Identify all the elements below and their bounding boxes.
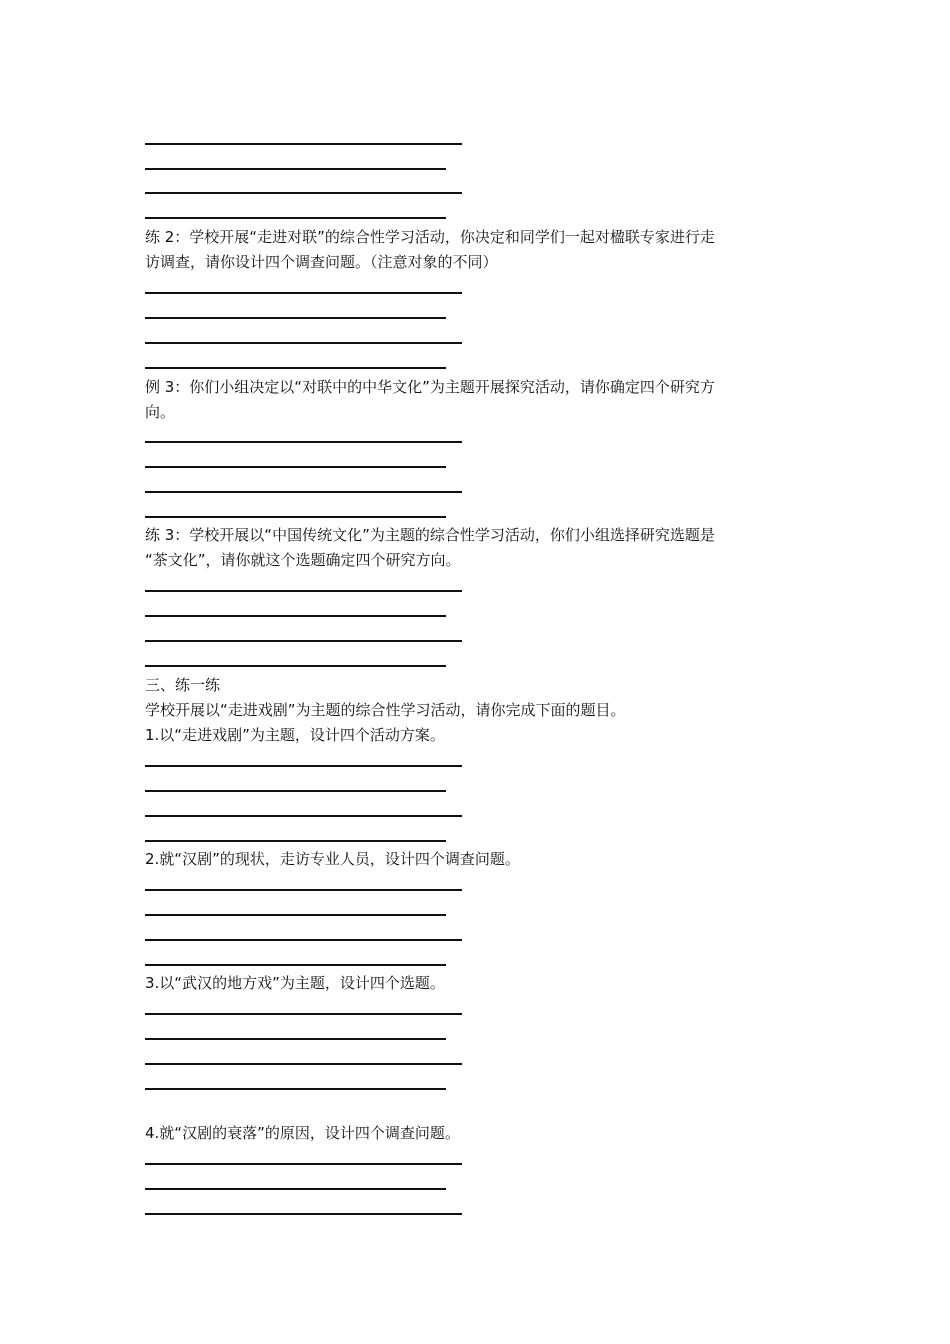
practice-2-line-1: 练 2：学校开展“走进对联”的综合性学习活动，你决定和同学们一起对楹联专家进行走 — [145, 228, 715, 246]
answer-line — [145, 317, 446, 319]
answer-line — [145, 889, 462, 891]
answer-line — [145, 790, 446, 792]
answer-line — [145, 939, 462, 941]
question-2: 2.就“汉剧”的现状，走访专业人员，设计四个调查问题。 — [145, 850, 520, 868]
answer-line — [145, 1188, 446, 1190]
answer-line — [145, 516, 446, 518]
section-heading: 三、练一练 — [145, 676, 221, 694]
answer-line — [145, 1213, 462, 1215]
answer-line — [145, 491, 462, 493]
answer-line — [145, 1013, 462, 1015]
answer-line — [145, 1088, 446, 1090]
answer-line — [145, 815, 462, 817]
answer-line — [145, 192, 462, 194]
answer-line — [145, 615, 446, 617]
answer-line — [145, 143, 462, 145]
answer-line — [145, 466, 446, 468]
answer-line — [145, 367, 446, 369]
practice-3-line-1: 练 3：学校开展以“中国传统文化”为主题的综合性学习活动，你们小组选择研究选题是 — [145, 526, 715, 544]
answer-line — [145, 665, 446, 667]
answer-line — [145, 1063, 462, 1065]
answer-line — [145, 765, 462, 767]
answer-line — [145, 964, 446, 966]
answer-line — [145, 441, 462, 443]
section-intro: 学校开展以“走进戏剧”为主题的综合性学习活动，请你完成下面的题目。 — [145, 701, 626, 719]
answer-line — [145, 840, 446, 842]
question-4: 4.就“汉剧的衰落”的原因，设计四个调查问题。 — [145, 1124, 460, 1142]
example-3-line-1: 例 3：你们小组决定以“对联中的中华文化”为主题开展探究活动，请你确定四个研究方 — [145, 378, 715, 396]
answer-line — [145, 1163, 462, 1165]
answer-line — [145, 342, 462, 344]
answer-line — [145, 168, 446, 170]
example-3-line-2: 向。 — [145, 403, 176, 421]
question-3: 3.以“武汉的地方戏”为主题，设计四个选题。 — [145, 974, 445, 992]
answer-line — [145, 292, 462, 294]
answer-line — [145, 914, 446, 916]
practice-3-line-2: “茶文化”，请你就这个选题确定四个研究方向。 — [145, 551, 461, 569]
answer-line — [145, 640, 462, 642]
answer-line — [145, 590, 462, 592]
answer-line — [145, 217, 446, 219]
practice-2-line-2: 访调查，请你设计四个调查问题。（注意对象的不同） — [145, 253, 498, 271]
question-1: 1.以“走进戏剧”为主题，设计四个活动方案。 — [145, 726, 445, 744]
answer-line — [145, 1038, 446, 1040]
